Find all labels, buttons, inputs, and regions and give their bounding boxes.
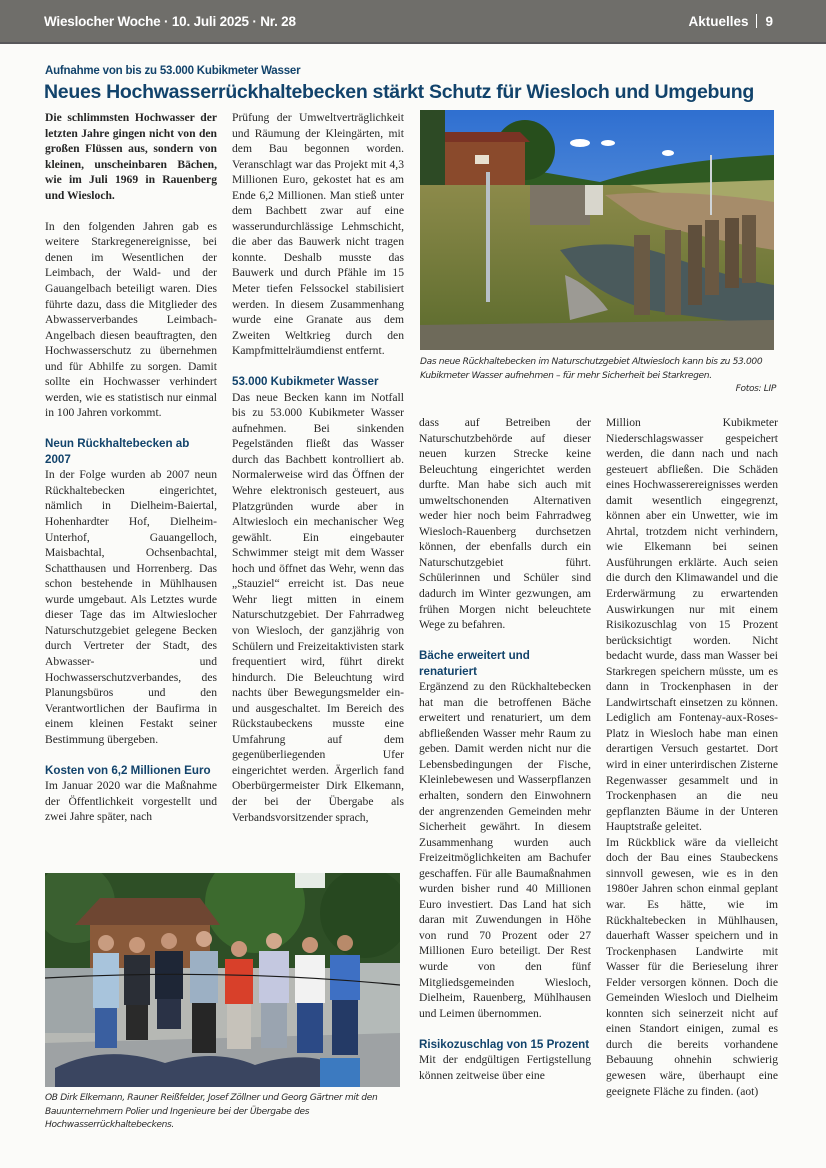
caption-text: Das neue Rückhaltebecken im Naturschutzgebiet Altwiesloch kann bis zu 53.000 Kubikmeter Wasser aufnehmen – für mehr Sicherheit bei Starkregen.: [420, 357, 763, 381]
retention-basin-image: [420, 110, 774, 350]
photo-caption-top: [420, 356, 776, 397]
section-name: Aktuelles: [688, 14, 749, 29]
section-heading: 53.000 Kubikmeter Wasser: [232, 375, 379, 389]
section-heading: Risikozuschlag von 15 Prozent: [419, 1037, 590, 1051]
photo-retention-basin: [420, 110, 774, 350]
section-text-closing: Im Rückblick wäre da vielleicht doch der Bau eines Staubeckens sinnvoll gewesen, wie es in den 1980er Jahren schon einmal geplant war. Es hätte, wie im Rückhaltebecken in Mühlhausen, dauerhaft Wasser speichern und in Trockenphasen Landwirte mit Wasser für die Berieselung ihrer Felder versorgen können. Doch die Gemeinden Wiesloch und Dielheim konnten sich seinerzeit nicht auf einen Standort einigen, zumal es durch die bereits vorhandene Bebauung ohnehin schwierig gewesen wäre, überhaupt eine geeignete Fläche zu finden. (aot): [606, 835, 778, 1098]
page-header-bar: [0, 0, 826, 44]
article-headline: Neues Hochwasserrückhaltebecken stärkt Schutz für Wiesloch und Umgebung: [44, 81, 754, 103]
spacer: [45, 747, 217, 763]
handover-ceremony-image: [45, 873, 400, 1087]
photo-handover-ceremony: [45, 873, 400, 1087]
section-heading: Neun Rückhaltebecken ab 2007: [45, 437, 190, 466]
photo-caption-bottom: OB Dirk Elkemann, Rauner Reißfelder, Josef Zöllner und Georg Gärtner mit den Bauunternehmern Polier und Ingenieure bei der Übergabe des Hochwasserrückhaltebeckens.: [45, 1093, 378, 1131]
header-divider: [756, 14, 757, 28]
article-column-4: [606, 415, 778, 1099]
section-text: In der Folge wurden ab 2007 neun Rückhaltebecken eingerichtet, nämlich in Dielheim-Baiertal, Hohenhardter Hof, Dielheim-Unterhof, Gauangelloch, Maisbachtal, Ochsenbachtal, Schatthausen und Horrenberg. Das schon bestehende in Mühlhausen wurde umgebaut. Als Letztes wurde dieser Tage das im Altwieslocher Naturschutzgebiet gelegene Becken durch Vertreter der Stadt, des Abwasser- und Hochwasserschutzverbandes, des Planungsbüros und den Verantwortlichen der Baufirma in einem kleinen Festakt seiner Bestimmung übergeben.: [45, 468, 217, 746]
section-text-part: Das neue Becken kann im Notfall bis zu 53.000 Kubikmeter Wasser aufnehmen. Bei sinkenden Pegelständen fließt das Wasser durch das Bachbett kontrolliert ab. Normalerweise wird das Öffnen der Wehre elektronisch gesteuert, aus Platzgründen wurde aber in Altwiesloch ein mechanischer Weg gewählt. Ein eingebauter Schwimmer steigt mit dem Wasser hoch und öffnet das Wehr, wenn das „Stauziel“ erreicht ist. Das neue Wehr liegt mitten in einem Naturschutzgebiet. Der Fahrradweg von Wiesloch, der ganzjährig von Schülern und Freizeitaktivisten stark frequentiert wird, führt direkt hindurch. Die Beleuchtung wird nachts über Bewegungsmelder ein- und ausgeschaltet. Im Bereich des Rückstaubeckens musste eine Umfahrung auf dem gegenüberliegenden Ufer eingerichtet werden. Ärgerlich fand Oberbürgermeister Dirk Elkemann, der bei der Übergabe als Verbandsvorsitzender sprach,: [232, 390, 404, 824]
article-column-3: [419, 415, 591, 1083]
section-info: [688, 14, 773, 29]
section-text: Ergänzend zu den Rückhaltebecken hat man die betroffenen Bäche erweitert und renaturiert, um dem abfließenden Wasser mehr Raum zu geben. Damit werden nicht nur die Lebensbedingungen der Fische, Kleinlebewesen und Wasserpflanzen erhalten, sondern den Einwohnern der angrenzenden Gemeinden mehr Sicherheit gewährt. In diesem Zusammenhang wurden auch Freizeitmöglichkeiten am Bachufer geschaffen. Für alle Baumaßnahmen wurden bisher rund 40 Millionen Euro investiert. Das Land hat sich daran mit Zuwendungen in Höhe von rund 70 Prozent oder 27 Millionen Euro beteiligt. Der Rest wurde von den fünf Mitgliedsgemeinden Wiesloch, Dielheim, Rauenberg, Mühlhausen und Leimen übernommen.: [419, 680, 591, 1020]
spacer: [419, 633, 591, 649]
section-text-part: Im Januar 2020 war die Maßnahme der Öffentlichkeit vorgestellt und zwei Jahre später, nach: [45, 779, 217, 824]
section-text-part: Mit der endgültigen Fertigstellung können zeitweise über eine: [419, 1053, 591, 1082]
section-text-part: Million Kubikmeter Niederschlagswasser gespeichert werden, die dann nach und nach gesteuert abfließen. Die Schäden eines Hochwasserereignisses werden damit wesentlich eingegrenzt, können aber ein Unwetter, wie im Ahrtal, trotzdem nicht verhindern, wie Elkemann bei seinen Ausführungen erklärte. Auch seien die durch den Klimawandel und die Erderwärmung zu erwartenden Auswirkungen nur mit einem Risikozuschlag von 15 Prozent berücksichtigt worden. Nicht bedacht wurde, dass man Wasser bei Starkregen speichern müsste, um es dann in Trockenphasen in der Landwirtschaft einsetzen zu können. Lediglich am Fontenay-aux-Roses-Platz in Wiesloch habe man einen derartigen Versuch gestartet. Dort wird in einer unterirdischen Zisterne Regenwasser gesammelt und in Trockenphasen an die neu gepflanzten Bäume in der Unteren Hauptstraße geleitet.: [606, 416, 778, 834]
spacer: [232, 359, 404, 375]
article-column-2: [232, 110, 404, 825]
section-text-part: dass auf Betreiben der Naturschutzbehörde auf dieser neuen kurzen Strecke keine Beleuchtung eingerichtet werden durfte. Man habe sich auch mit umweltschonenden Alternativen weder hier noch beim Fahrradweg Wiesloch-Rauenberg durchsetzen können, der ebenfalls durch ein Naturschutzgebiet führt. Schülerinnen und Schüler sind dadurch im Winter gezwungen, am frühen Morgen nicht beleuchtete Wege zu befahren.: [419, 416, 591, 632]
article-column-1: [45, 110, 217, 825]
article-kicker: Aufnahme von bis zu 53.000 Kubikmeter Wasser: [45, 65, 301, 77]
section-heading: Bäche erweitert und renaturiert: [419, 649, 530, 678]
section-heading: Kosten von 6,2 Millionen Euro: [45, 763, 211, 777]
article-lead: Die schlimmsten Hochwasser der letzten Jahre gingen nicht von den großen Flüssen aus, sondern von kleinen, unscheinbaren Bächen, wie im Juli 1969 in Rauenberg und Wiesloch.: [45, 111, 217, 202]
section-text-part: Prüfung der Umweltverträglichkeit und Räumung der Kleingärten, mit dem Bau begonnen worden. Veranschlagt war das Projekt mit 4,3 Millionen Euro, gekostet hat es am Ende 6,2 Millionen. Man stieß unter dem Bachbett zwar auf eine wasserundurchlässige Lehmschicht, die aber das Bauwerk nicht tragen konnte. Deshalb musste das Bauwerk und durch Pfähle im 15 Meter tiefen Felssockel stabilisiert werden. In diesem Zusammenhang wurde eine Granate aus dem Zweiten Weltkrieg durch den Kampfmittelräumdienst entfernt.: [232, 111, 404, 358]
page-number: 9: [765, 14, 773, 29]
article-paragraph: In den folgenden Jahren gab es weitere Starkregenereignisse, bei denen im Wesentlichen der Leimbach, der Wald- und der Gauangelbach beteiligt waren. Dies führte dazu, dass die Mitglieder des Abwasserverbandes Leimbach-Angelbach diesen beauftragten, den Hochwasserschutz zu übernehmen und für Abhilfe zu sorgen. Damit sollte ein Hochwasser verhindert werden, wie es statistisch nur einmal in 100 Jahren vorkommt.: [45, 219, 217, 420]
spacer: [45, 203, 217, 219]
publication-info: Wieslocher Woche · 10. Juli 2025 · Nr. 28: [44, 14, 296, 29]
photo-credit: Fotos: LIP: [735, 384, 776, 395]
spacer: [45, 421, 217, 437]
spacer: [419, 1021, 591, 1037]
